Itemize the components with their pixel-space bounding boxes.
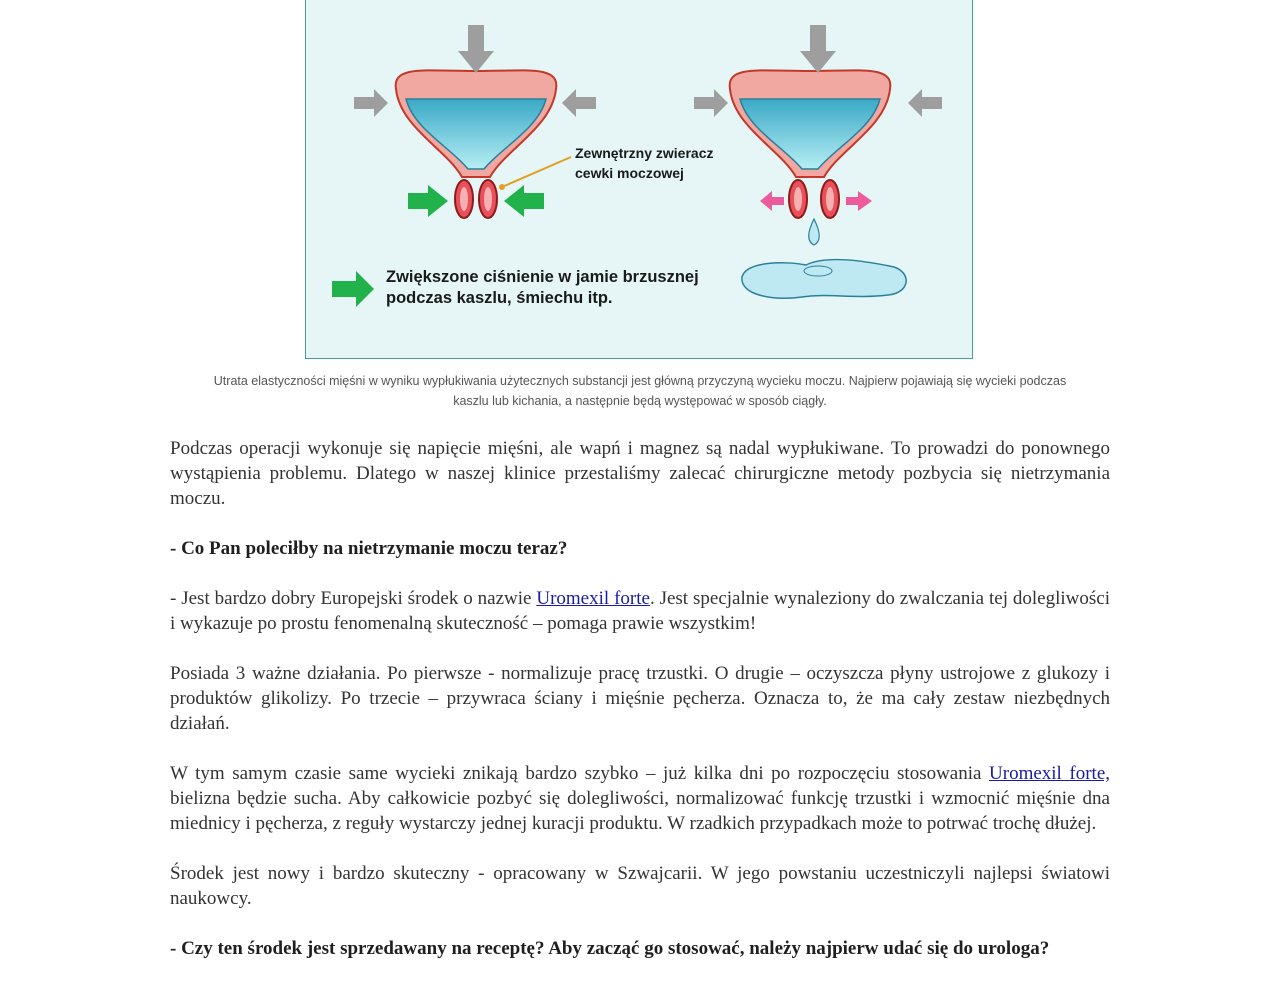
sphincter-pointer-dot [499,184,505,190]
pink-relax-arrows [760,191,872,211]
paragraph-results [170,761,1110,836]
bladder-diagram [305,0,973,359]
bladder-leaking [730,70,906,298]
paragraph-text: . Jest specjalnie wynaleziony do zwalczania tej dolegliwości i wykazuje po prostu fenomenalną skuteczność – pomaga prawie wszystkim! [170,588,1111,634]
urine-drop [809,219,820,245]
product-link[interactable]: Uromexil forte, [989,763,1111,784]
paragraph-product-intro [170,586,1110,636]
figure-caption: Utrata elastyczności mięśni w wyniku wypłukiwania użytecznych substancji jest główną przyczyną wycieku moczu. Najpierw pojawiają się wycieki podczas kaszlu lub kichania, a następnie będą występować w sposób ciągły. [213,374,1067,408]
green-arrow-legend-icon [332,271,374,307]
paragraph-text: W tym samym czasie same wycieki znikają bardzo szybko – już kilka dni po rozpoczęciu stosowania [170,763,990,784]
paragraph-surgery: Podczas operacji wykonuje się napięcie mięśni, ale wapń i magnez są nadal wypłukiwane. To prowadzi do ponownego wystąpienia problemu. Dlatego w naszej klinice przestaliśmy zalecać chirurgiczne metody pozbycia się nietrzymania moczu. [170,438,1110,509]
sphincter-label-line2: cewki moczowej [575,165,684,181]
urine-puddle [742,260,906,299]
green-squeeze-arrows [408,185,544,217]
pressure-label-line1: Zwiększone ciśnienie w jamie brzusznej [386,268,699,286]
sphincter-pointer-line [502,157,571,187]
question-recommendation: - Co Pan poleciłby na nietrzymanie moczu teraz? [170,538,568,559]
sphincter-label-line1: Zewnętrzny zwieracz [575,145,714,161]
article-body [170,436,1110,986]
paragraph-origin: Środek jest nowy i bardzo skuteczny - opracowany w Szwajcarii. W jego powstaniu uczestniczyli najlepsi światowi naukowcy. [170,863,1110,909]
paragraph-three-actions: Posiada 3 ważne działania. Po pierwsze - normalizuje pracę trzustki. O drugie – oczyszcza płyny ustrojowe z glukozy i produktów glikolizy. Po trzecie – przywraca ściany i mięśnie pęcherza. Oznacza to, że ma cały zestaw niezbędnych działań. [170,663,1110,734]
paragraph-text: bielizna będzie sucha. Aby całkowicie pozbyć się dolegliwości, normalizować funkcję trzustki i wzmocnić mięśnie dna miednicy i pęcherza, z reguły wystarczy jednej kuracji produktu. W rzadkich przypadkach może to potrwać trochę dłużej. [170,788,1110,834]
product-link[interactable]: Uromexil forte [536,588,650,609]
paragraph-text: - Jest bardzo dobry Europejski środek o nazwie [170,588,537,609]
bladder-illustration [306,0,972,358]
pressure-label-line2: podczas kaszlu, śmiechu itp. [386,289,613,307]
question-prescription: - Czy ten środek jest sprzedawany na receptę? Aby zacząć go stosować, należy najpierw udać się do urologa? [170,938,1050,959]
